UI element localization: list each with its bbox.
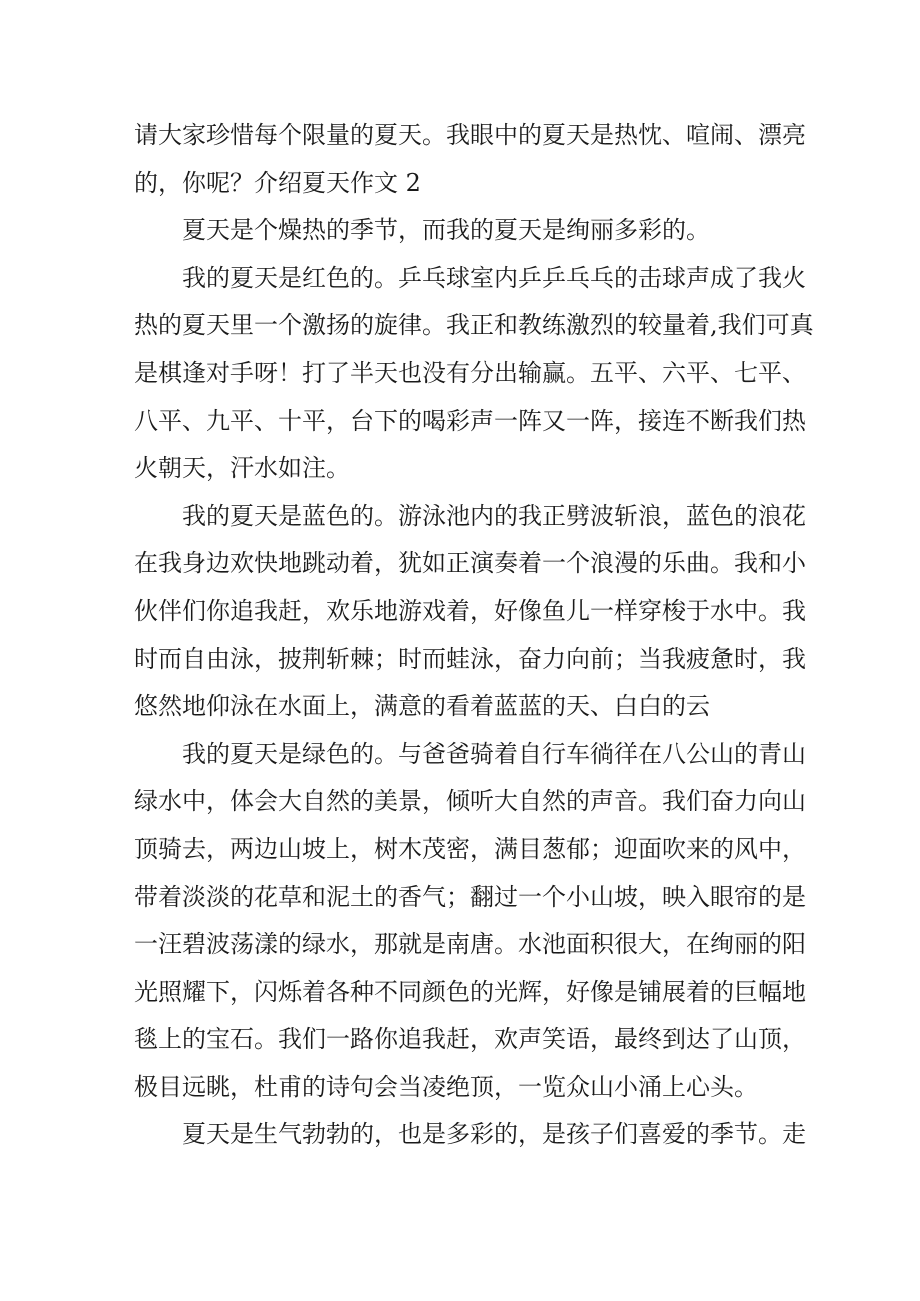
text-line: 火朝天，汗水如注。 — [134, 454, 350, 483]
essay-body — [134, 112, 814, 1159]
text-line: 极目远眺，杜甫的诗句会当凌绝顶，一览众山小涌上心头。 — [134, 1072, 758, 1101]
text-line: 毯上的宝石。我们一路你追我赶，欢声笑语，最终到达了山顶， — [134, 1025, 806, 1054]
text-line: 时而自由泳，披荆斩棘；时而蛙泳，奋力向前；当我疲惫时，我 — [134, 644, 806, 673]
paragraph-first-line: 我的夏天是红色的。乒乓球室内乒乒乓乓的击球声成了我火 — [182, 263, 806, 292]
text-line: 请大家珍惜每个限量的夏天。我眼中的夏天是热忱、喧闹、漂亮 — [134, 121, 806, 149]
text-line: 带着淡淡的花草和泥土的香气；翻过一个小山坡，映入眼帘的是 — [134, 882, 806, 911]
text-line: 一汪碧波荡漾的绿水，那就是南唐。水池面积很大，在绚丽的阳 — [134, 930, 806, 959]
paragraph-first-line: 夏天是生气勃勃的，也是多彩的，是孩子们喜爱的季节。走 — [182, 1120, 806, 1149]
text-line: 八平、九平、十平，台下的喝彩声一阵又一阵，接连不断我们热 — [134, 406, 806, 435]
paragraph-first-line: 我的夏天是绿色的。与爸爸骑着自行车徜徉在八公山的青山 — [182, 739, 806, 768]
text-line: 是棋逢对手呀！打了半天也没有分出输赢。五平、六平、七平、 — [134, 358, 806, 387]
paragraph-first-line: 夏天是个燥热的季节，而我的夏天是绚丽多彩的。 — [182, 216, 710, 245]
text-line: 绿水中，体会大自然的美景，倾听大自然的声音。我们奋力向山 — [134, 787, 806, 816]
text-line: 顶骑去，两边山坡上，树木茂密，满目葱郁；迎面吹来的风中， — [134, 834, 806, 863]
paragraph-first-line: 我的夏天是蓝色的。游泳池内的我正劈波斩浪，蓝色的浪花 — [182, 501, 806, 530]
text-line: 在我身边欢快地跳动着，犹如正演奏着一个浪漫的乐曲。我和小 — [134, 549, 806, 578]
text-line: 伙伴们你追我赶，欢乐地游戏着，好像鱼儿一样穿梭于水中。我 — [134, 596, 806, 625]
text-line: 光照耀下，闪烁着各种不同颜色的光辉，好像是铺展着的巨幅地 — [134, 977, 806, 1006]
text-line: 悠然地仰泳在水面上，满意的看着蓝蓝的天、白白的云 — [134, 692, 710, 721]
text-line: 的，你呢？介绍夏天作文 2 — [134, 168, 421, 197]
text-line: 热的夏天里一个激扬的旋律。我正和教练激烈的较量着,我们可真 — [134, 311, 814, 340]
